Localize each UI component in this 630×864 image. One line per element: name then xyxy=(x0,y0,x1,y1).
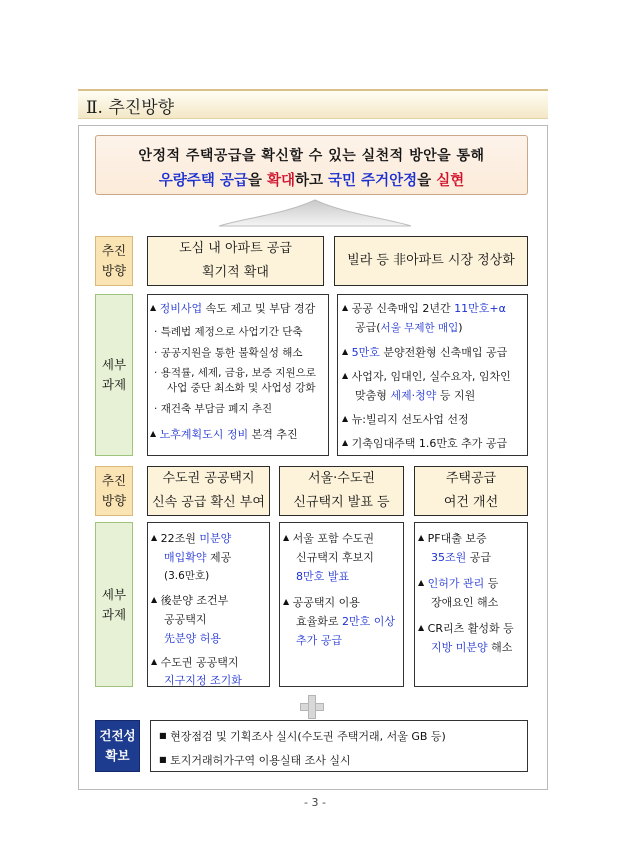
header-downtown-apartments: 도심 내 아파트 공급 획기적 확대 xyxy=(147,236,324,286)
list-item: · 용적률, 세제, 금융, 보증 지원으로 xyxy=(154,367,316,379)
banner-line-2: 우량주택 공급을 확대하고 국민 주거안정을 실현 xyxy=(158,173,465,189)
list-item: ▲ 기축임대주택 1.6만호 추가 공급 xyxy=(342,437,508,450)
list-item: ▲ 공공 신축매입 2년간 11만호+α xyxy=(342,302,506,315)
list-item: (3.6만호) xyxy=(164,570,210,582)
list-item: ▲ 수도권 공공택지 xyxy=(151,656,239,669)
list-item: ■ 현장점검 및 기획조사 실시(수도권 주택거래, 서울 GB 등) xyxy=(159,730,446,743)
list-item: 先분양 허용 xyxy=(164,632,222,645)
header-supply-conditions: 주택공급 여건 개선 xyxy=(414,466,528,516)
list-item: 사업 중단 최소화 및 사업성 강화 xyxy=(167,382,316,394)
header-new-land: 서울·수도권 신규택지 발표 등 xyxy=(279,466,404,516)
section-title: Ⅱ. 추진방향 xyxy=(86,98,175,118)
label-direction-1: 추진 방향 xyxy=(95,236,133,286)
label-soundness: 건전성 확보 xyxy=(95,720,140,772)
list-item: 맞춤형 세제·청약 등 지원 xyxy=(355,389,476,402)
label-direction-2: 추진 방향 xyxy=(95,466,133,516)
tasks-col-1 xyxy=(147,522,270,687)
label-tasks-1: 세부 과제 xyxy=(95,294,133,456)
list-item: ▲ 서울 포함 수도권 xyxy=(283,532,375,545)
list-item: 지방 미분양 해소 xyxy=(431,641,513,654)
list-item: 매입확약 제공 xyxy=(164,551,232,564)
list-item: · 특례법 제정으로 사업기간 단축 xyxy=(154,326,303,338)
list-item: 신규택지 후보지 xyxy=(296,551,374,564)
label-tasks-2: 세부 과제 xyxy=(95,522,133,687)
list-item: ▲ 인허가 관리 등 xyxy=(418,577,499,590)
list-item: ▲ 뉴:빌리지 선도사업 선정 xyxy=(342,413,469,426)
list-item: ▲ CR리츠 활성화 등 xyxy=(418,622,514,635)
list-item: ▲ PF대출 보증 xyxy=(418,532,487,545)
list-item: 공급(서울 무제한 매입) xyxy=(355,321,463,334)
arrow-up-icon xyxy=(215,196,415,234)
list-item: 35조원 공급 xyxy=(431,551,491,564)
list-item: ▲ 5만호 분양전환형 신축매입 공급 xyxy=(342,346,508,359)
list-item: · 재건축 부담금 폐지 추진 xyxy=(154,403,273,415)
list-item: 효율화로 2만호 이상 xyxy=(296,615,396,628)
tasks-left-box xyxy=(147,294,329,456)
banner-line-1: 안정적 주택공급을 확신할 수 있는 실천적 방안을 통해 xyxy=(138,148,485,164)
tasks-col-3 xyxy=(414,522,528,687)
list-item: ▲ 22조원 미분양 xyxy=(151,532,232,545)
list-item: ▲ 後분양 조건부 xyxy=(151,594,229,607)
page-number: - 3 - xyxy=(304,796,326,809)
list-item: ▲ 정비사업 속도 제고 및 부담 경감 xyxy=(150,302,316,315)
soundness-box xyxy=(150,720,528,772)
list-item: ▲ 공공택지 이용 xyxy=(283,596,360,609)
header-public-land: 수도권 공공택지 신속 공급 확신 부여 xyxy=(147,466,270,516)
list-item: 추가 공급 xyxy=(296,634,343,647)
tasks-col-2 xyxy=(279,522,404,687)
list-item: 장애요인 해소 xyxy=(431,596,499,609)
plus-icon-center xyxy=(309,704,315,710)
list-item: ■ 토지거래허가구역 이용실태 조사 실시 xyxy=(159,754,351,767)
list-item: ▲ 노후계획도시 정비 본격 추진 xyxy=(150,428,298,441)
list-item: 8만호 발표 xyxy=(296,570,349,583)
goal-banner xyxy=(95,135,528,195)
header-non-apartment: 빌라 등 非아파트 시장 정상화 xyxy=(334,236,528,286)
list-item: 지구지정 조기화 xyxy=(164,674,242,687)
list-item: ▲ 사업자, 임대인, 실수요자, 임차인 xyxy=(342,370,511,383)
list-item: · 공공지원을 통한 불확실성 해소 xyxy=(154,347,303,359)
tasks-right-box xyxy=(337,294,528,456)
list-item: 공공택지 xyxy=(164,613,207,626)
